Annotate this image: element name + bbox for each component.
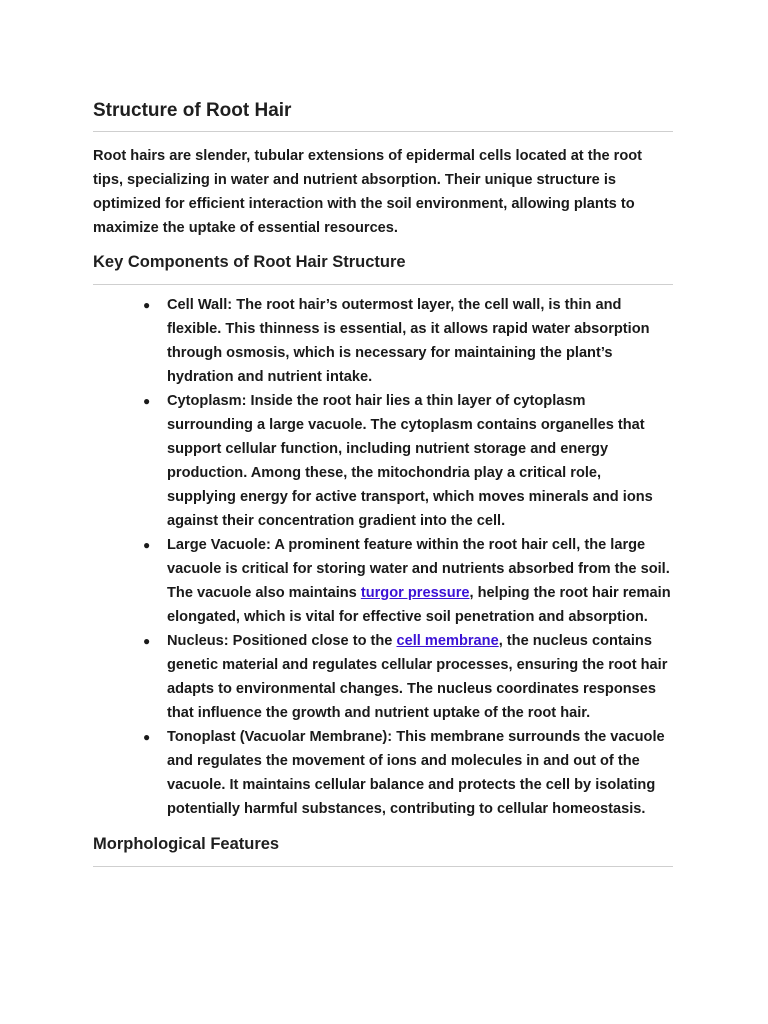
list-item-text: Nucleus: Positioned close to the <box>167 633 397 649</box>
list-item-cell-wall <box>143 293 673 389</box>
article <box>93 96 673 867</box>
turgor-pressure-link[interactable]: turgor pressure <box>360 585 470 601</box>
list-item-large-vacuole <box>143 533 673 629</box>
intro-paragraph: Root hairs are slender, tubular extensions of epidermal cells located at the root tips, specializing in water and nutrient absorption. Their unique structure is optimized for efficient interaction with the soil environment, allowing plants to maximize the uptake of essential resources. <box>93 148 643 236</box>
section-divider <box>93 866 673 867</box>
section-heading-morphological-features: Morphological Features <box>93 835 280 853</box>
title-divider <box>93 131 673 132</box>
cell-membrane-link[interactable]: cell membrane <box>396 633 499 649</box>
list-item-cytoplasm <box>143 389 673 533</box>
list-item-tonoplast <box>143 725 673 821</box>
bullet-icon: ● <box>143 394 151 408</box>
list-item-text: Cell Wall: The root hair’s outermost layer, the cell wall, is thin and flexible. This thinness is essential, as it allows rapid water absorption through osmosis, which is necessary for maintaining the plant’s hydration and nutrient intake. <box>167 297 650 385</box>
bullet-icon: ● <box>143 634 151 648</box>
list-item-text: Tonoplast (Vacuolar Membrane): This membrane surrounds the vacuole and regulates the movement of ions and molecules in and out of the vacuole. It maintains cellular balance and protects the cell by isolating potentially harmful substances, contributing to cellular homeostasis. <box>167 729 665 817</box>
bullet-icon: ● <box>143 298 151 312</box>
list-item-text: Cytoplasm: Inside the root hair lies a thin layer of cytoplasm surrounding a large vacuole. The cytoplasm contains organelles that support cellular function, including nutrient storage and energy production. Among these, the mitochondria play a critical role, supplying energy for active transport, which moves minerals and ions against their concentration gradient into the cell. <box>167 393 653 529</box>
components-list <box>93 293 673 821</box>
bullet-icon: ● <box>143 730 151 744</box>
list-item-text-after: , the nucleus contains genetic material and regulates cellular processes, ensuring the root hair adapts to environmental changes. The nucleus coordinates responses that influence the growth and nutrient uptake of the root hair. <box>167 633 668 721</box>
bullet-icon: ● <box>143 538 151 552</box>
list-item-text-after: , helping the root hair remain elongated, which is vital for effective soil penetration and absorption. <box>167 585 671 625</box>
page-title: Structure of Root Hair <box>93 100 292 121</box>
list-item-text: Large Vacuole: A prominent feature within the root hair cell, the large vacuole is critical for storing water and nutrients absorbed from the soil. The vacuole also maintains <box>167 537 670 601</box>
list-item-nucleus <box>143 629 673 725</box>
section-heading-key-components: Key Components of Root Hair Structure <box>93 253 406 271</box>
section-divider <box>93 284 673 285</box>
